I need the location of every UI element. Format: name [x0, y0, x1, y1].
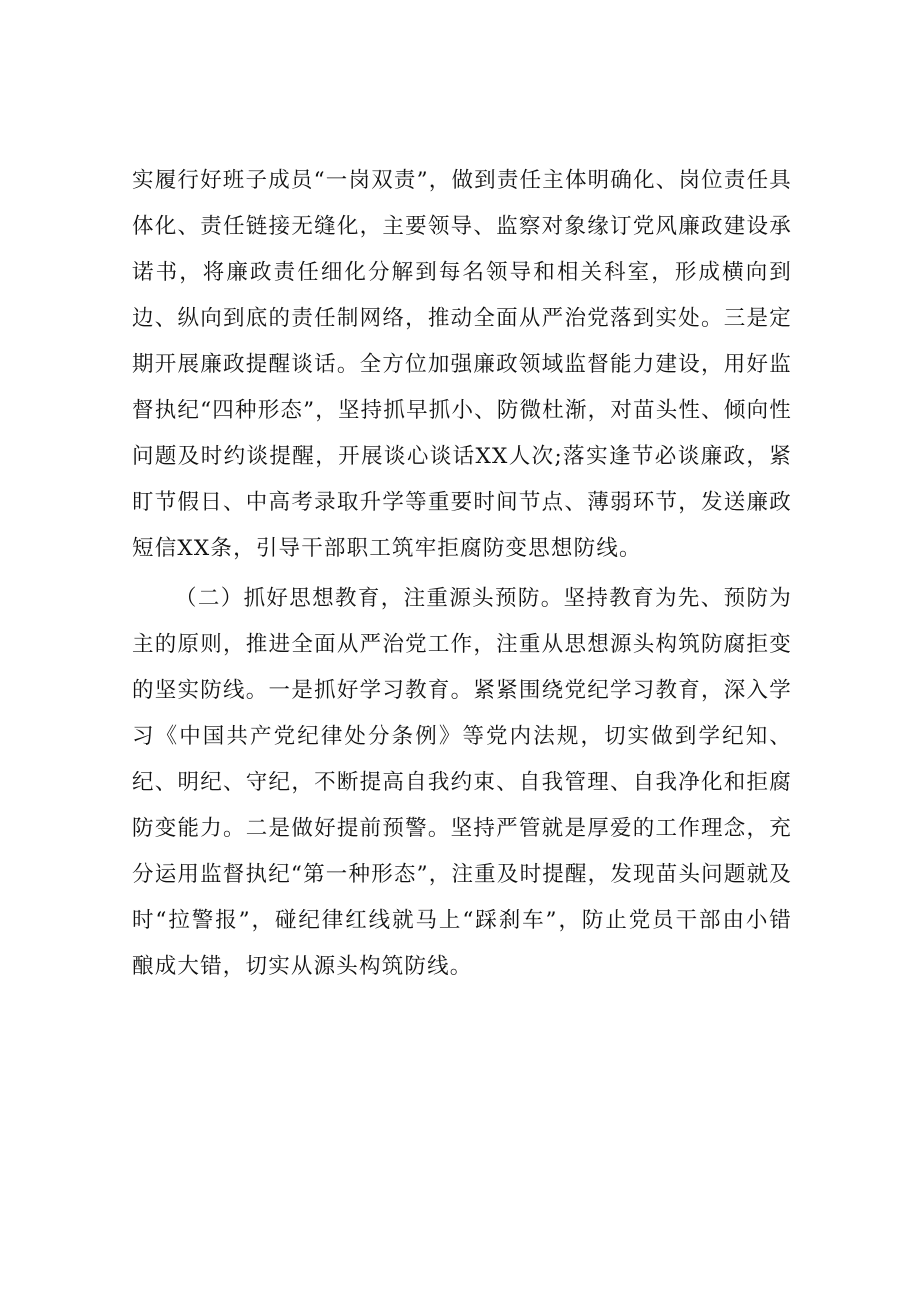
paragraph-section-two: （二）抓好思想教育，注重源头预防。坚持教育为先、预防为主的原则，推进全面从严治党工作，注重从思想源头构筑防腐拒变的坚实防线。一是抓好学习教育。紧紧围绕党纪学习教育，深入学习《中国共产党纪律处分条例》等党内法规，切实做到学纪知、纪、明纪、守纪，不断提高自我约束、自我管理、自我净化和拒腐防变能力。二是做好提前预警。坚持严管就是厚爱的工作理念，充分运用监督执纪“第一种形态”，注重及时提醒，发现苗头问题就及时“拉警报”，碰纪律红线就马上“踩刹车”，防止党员干部由小错酿成大错，切实从源头构筑防线。 — [132, 586, 792, 979]
document-body — [132, 158, 792, 990]
paragraph-continuation: 实履行好班子成员“一岗双责”，做到责任主体明确化、岗位责任具体化、责任链接无缝化，主要领导、监察对象缘订党风廉政建设承诺书，将廉政责任细化分解到每名领导和相关科室，形成横向到边、纵向到底的责任制网络，推动全面从严治党落到实处。三是定期开展廉政提醒谈话。全方位加强廉政领域监督能力建设，用好监督执纪“四种形态”，坚持抓早抓小、防微杜渐，对苗头性、倾向性问题及时约谈提醒，开展谈心谈话XX人次;落实逢节必谈廉政，紧盯节假日、中高考录取升学等重要时间节点、薄弱环节，发送廉政短信XX条，引导干部职工筑牢拒腐防变思想防线。 — [132, 168, 792, 561]
